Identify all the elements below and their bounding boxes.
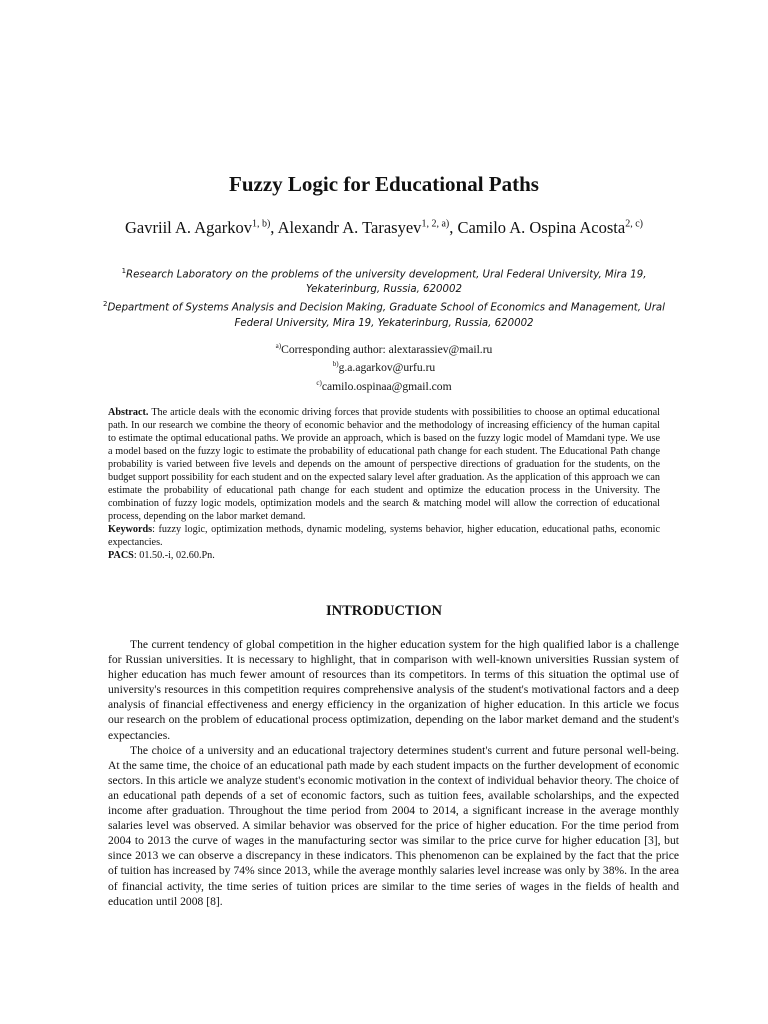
affiliation-number: 1 <box>121 267 127 275</box>
body-paragraph: The current tendency of global competition in the higher education system for the high qualified labor is a challenge for Russian universities. It is necessary to highlight, that in comparison with well-known universities Russian system of higher education has much fewer amount of resources than its competitors. In terms of this situation the optimal use of university's resources in this competition requires comprehensive analysis of the student's motivational factors and a deep analysis of financial effectiveness and energy efficiency in the organization of higher education. In this article we focus our research on the problem of educational process optimization, depending on the labor market demand and the student's expectancies. <box>108 638 679 742</box>
contact-email: g.a.agarkov@urfu.ru <box>338 361 436 375</box>
contact-marker: c) <box>316 378 322 387</box>
contact-list <box>0 339 768 394</box>
keywords-paragraph <box>108 523 660 549</box>
affiliation <box>100 297 668 330</box>
contact-line <box>0 376 768 394</box>
keywords-text: : fuzzy logic, optimization methods, dynamic modeling, systems behavior, higher education, educational paths, economic expectancies. <box>108 524 660 548</box>
affiliation-text: Research Laboratory on the problems of the university development, Ural Federal University, Mira 19, Yekaterinburg, Russia, 620002 <box>126 269 647 296</box>
contact-line <box>0 357 768 375</box>
contact-line <box>0 339 768 357</box>
affiliation-list <box>100 264 668 331</box>
contact-marker: b) <box>332 360 339 369</box>
abstract-text: The article deals with the economic driving forces that provide students with possibilities to choose an optimal educational path. In our research we combine the theory of economic behavior and the methodology of increasing efficiency of the human capital to estimate the optimal educational paths. We provide an approach, which is based on the fuzzy logic model of Mamdani type. We use a model based on the fuzzy logic to estimate the probability of educational path change for each student. The Educational Path change probability is varied between five levels and depends on the amount of perspective directions of graduation for the students, on the budget support possibility for each student and on the expected salary level after graduation. As the application of this approach we can estimate the probability of educational path change for each student and optimize the education process in the University. The combination of fuzzy logic models, optimization models and the search & matching model will allow the correction of educational process, depending on the labor market demand. <box>108 407 660 522</box>
author-superscript: 1, b) <box>251 218 271 230</box>
affiliation-text: Department of Systems Analysis and Decision Making, Graduate School of Economics and Management, Ural Federal University, Mira 19, Yekaterinburg, Russia, 620002 <box>107 302 665 329</box>
author-list <box>0 218 768 238</box>
contact-marker: a) <box>275 342 282 350</box>
author-separator: , <box>270 218 278 237</box>
abstract-block <box>108 406 660 562</box>
contact-email: Corresponding author: alextarassiev@mail.ru <box>281 342 493 356</box>
affiliation-number: 2 <box>102 300 108 309</box>
author-separator: , <box>449 218 458 237</box>
contact-email: camilo.ospinaa@gmail.com <box>321 379 452 393</box>
author-name: Camilo A. Ospina Acosta <box>457 218 626 237</box>
author-superscript: 2, c) <box>625 218 643 230</box>
affiliation <box>100 264 668 297</box>
author-superscript: 1, 2, a) <box>421 218 450 230</box>
abstract-paragraph <box>108 406 660 523</box>
pacs-paragraph <box>108 549 660 562</box>
abstract-label: Abstract. <box>108 407 149 418</box>
paper-title: Fuzzy Logic for Educational Paths <box>229 172 539 196</box>
pacs-text: : 01.50.-i, 02.60.Pn. <box>133 550 215 561</box>
keywords-label: Keywords <box>108 524 153 535</box>
pacs-label: PACS <box>108 550 134 561</box>
section-heading: INTRODUCTION <box>325 603 442 619</box>
author-name: Gavriil A. Agarkov <box>125 218 252 237</box>
author-name: Alexandr A. Tarasyev <box>277 218 422 237</box>
body-paragraph: The choice of a university and an educational trajectory determines student's current and future personal well-being. At the same time, the choice of an educational path made by each student impacts on the further development of economic sectors. In this article we analyze student's economic motivation in the context of individual behavior theory. The choice of an educational path depends of a set of economic factors, such as tuition fees, available scholarships, and the expected income after graduation. Throughout the time period from 2004 to 2014, a significant increase in the average monthly salaries level was observed. A similar behavior was observed for the price of higher education. For the time period from 2004 to 2013 the curve of wages in the manufacturing sector was similar to the price curve for higher education [3], but since 2013 we can observe a discrepancy in these indicators. This phenomenon can be explained by the fact that the price of tuition has increased by 74% since 2013, while the average monthly salaries level increase was only by 38%. In the area of financial activity, the time series of tuition prices are similar to the time series of wages in the fields of health and education until 2008 [8]. <box>108 743 679 908</box>
introduction-body <box>108 637 679 909</box>
